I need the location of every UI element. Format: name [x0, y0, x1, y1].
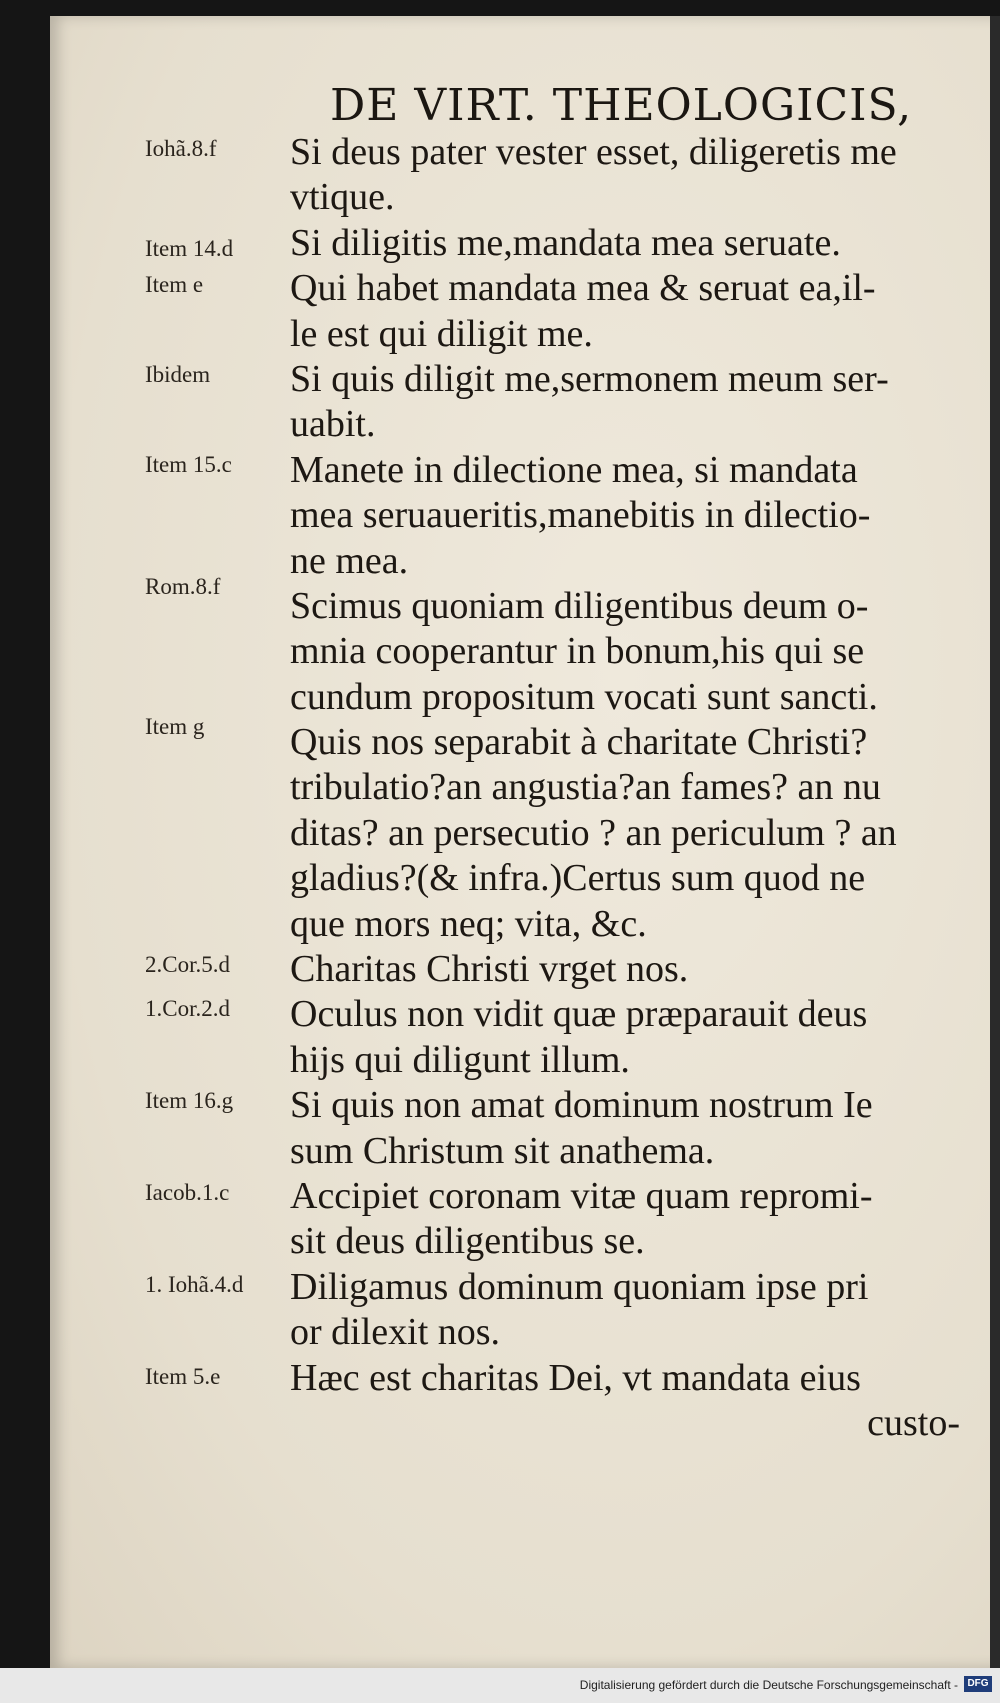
margin-ref: 1.Cor.2.d [145, 996, 230, 1021]
text-line: ditas? an persecutio ? an periculum ? an [290, 811, 897, 854]
margin-ref: Item 15.c [145, 452, 232, 477]
margin-ref: Item 14.d [145, 236, 234, 261]
text-line: tribulatio?an angustia?an fames? an nu [290, 766, 881, 809]
margin-ref: Item e [145, 272, 204, 297]
dfg-logo-icon: DFG [964, 1676, 992, 1692]
text-line: ne mea. [290, 539, 409, 582]
text-line: le est qui diligit me. [290, 312, 593, 355]
digitization-footer [0, 1668, 1000, 1703]
text-line: mea seruaueritis,manebitis in dilectio- [290, 494, 871, 537]
text-line: hijs qui diligunt illum. [290, 1038, 630, 1081]
text-line: sum Christum sit anathema. [290, 1129, 715, 1172]
text-line: Qui habet mandata mea & seruat ea,il- [290, 267, 876, 310]
catchword: custo- [867, 1401, 960, 1444]
text-line: gladius?(& infra.)Certus sum quod ne [290, 857, 866, 900]
text-line: Si diligitis me,mandata mea seruate. [290, 221, 841, 264]
body-text [290, 130, 960, 1446]
margin-ref: Item 16.g [145, 1088, 234, 1113]
margin-ref: Iacob.1.c [145, 1180, 230, 1205]
text-line: Si quis diligit me,sermonem meum ser- [290, 357, 889, 400]
text-line: Scimus quoniam diligentibus deum o- [290, 584, 869, 627]
text-line: sit deus diligentibus se. [290, 1220, 645, 1263]
margin-ref: Ibidem [145, 362, 211, 387]
page-edge [990, 16, 1000, 1668]
text-line: Oculus non vidit quæ præparauit deus [290, 993, 868, 1036]
text-line: Charitas Christi vrget nos. [290, 948, 689, 991]
text-line: Accipiet coronam vitæ quam repromi- [290, 1174, 873, 1217]
text-line: Manete in dilectione mea, si mandata [290, 448, 858, 491]
margin-ref: Item 5.e [145, 1364, 221, 1389]
funding-credit: Digitalisierung gefördert durch die Deutsche Forschungsgemeinschaft - [579, 1678, 958, 1692]
text-line: Si deus pater vester esset, diligeretis me [290, 131, 897, 173]
margin-ref: Iohã.8.f [145, 136, 217, 161]
margin-ref: 2.Cor.5.d [145, 952, 230, 977]
text-line: Diligamus dominum quoniam ipse pri [290, 1265, 869, 1308]
margin-ref: Rom.8.f [145, 574, 221, 599]
text-line: vtique. [290, 176, 395, 219]
text-line: cundum propositum vocati sunt sancti. [290, 675, 878, 718]
text-line: Hæc est charitas Dei, vt mandata eius [290, 1356, 861, 1399]
text-line: Quis nos separabit à charitate Christi? [290, 721, 868, 764]
margin-ref: Item g [145, 714, 205, 739]
text-line: or dilexit nos. [290, 1311, 501, 1354]
running-head: DE VIRT. THEOLOGICIS, [330, 80, 913, 131]
text-line: Si quis non amat dominum nostrum Ie [290, 1084, 873, 1127]
margin-ref: 1. Iohã.4.d [145, 1272, 244, 1297]
text-line: uabit. [290, 403, 376, 446]
text-line: que mors neq; vita, &c. [290, 902, 647, 945]
text-line: mnia cooperantur in bonum,his qui se [290, 630, 865, 673]
